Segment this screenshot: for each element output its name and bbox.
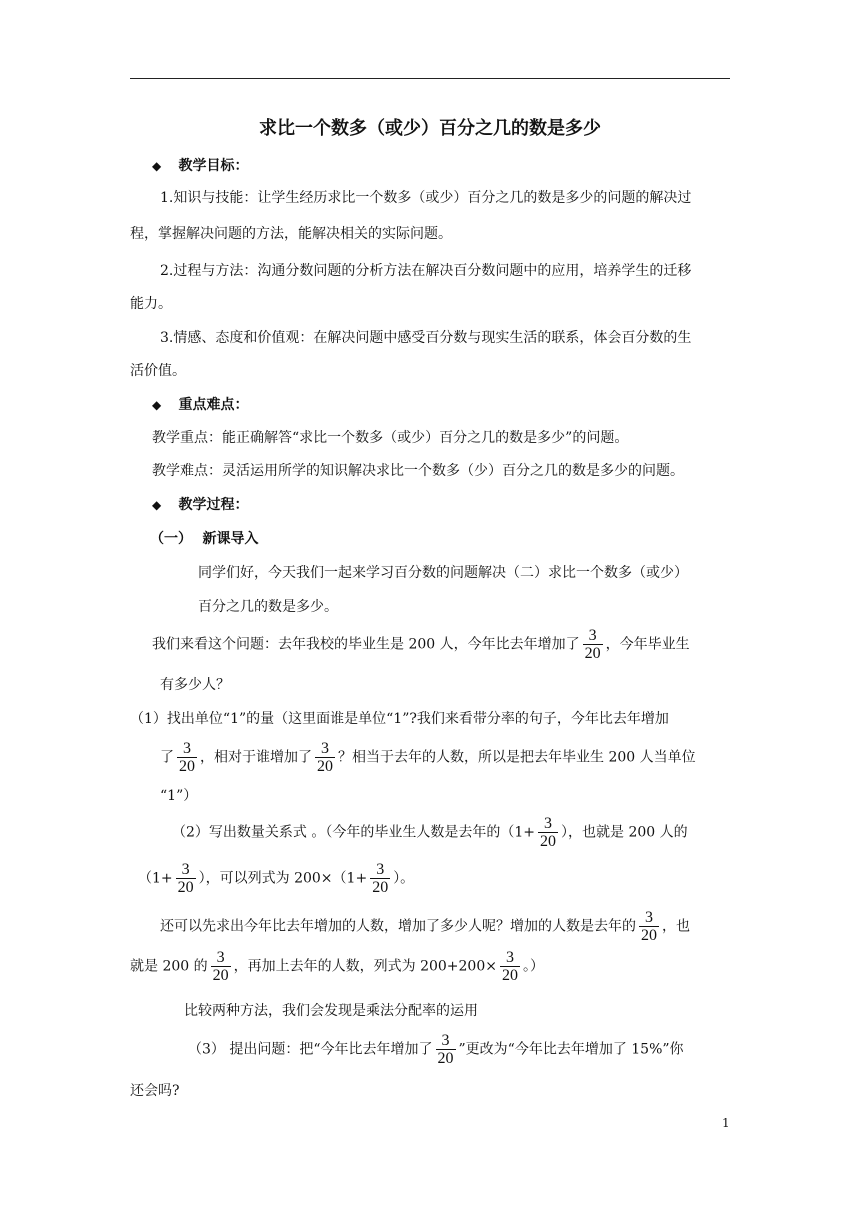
difficulty-line: 教学难点：灵活运用所学的知识解决求比一个数多（少）百分之几的数是多少的问题。 xyxy=(152,463,684,479)
section-heading-process: ◆ 教学过程： xyxy=(152,497,249,513)
step-3-line-2: 还会吗? xyxy=(130,1083,180,1099)
header-rule xyxy=(130,78,730,79)
step-1-line-1: （1）找出单位“1”的量（这里面谁是单位“1”?我们来看带分率的句子，今年比去年增加 xyxy=(130,711,669,727)
page-number: 1 xyxy=(722,1116,730,1130)
step-1-line-3: “1”） xyxy=(160,788,198,804)
goal-3-line-2: 活价值。 xyxy=(130,363,186,379)
goal-1-line-2: 程，掌握解决问题的方法，能解决相关的实际问题。 xyxy=(130,226,452,242)
alternative-line-1: 还可以先求出今年比去年增加的人数，增加了多少人呢？增加的人数是去年的 $\frac{3}{20}$ ，也 xyxy=(160,909,690,944)
fraction: $\frac{3}{20}$ xyxy=(317,740,333,775)
comparison-line: 比较两种方法，我们会发现是乘法分配率的运用 xyxy=(184,1003,478,1019)
intro-line-2: 百分之几的数是多少。 xyxy=(198,599,338,615)
fraction: $\frac{3}{20}$ xyxy=(177,861,194,896)
goal-2-line-2: 能力。 xyxy=(130,296,172,312)
section-heading-goals: ◆ 教学目标： xyxy=(152,158,249,174)
step-2-line-1: （2）写出数量关系式 。（今年的毕业生人数是去年的（1+ $\frac{3}{20}$ ），也就是 200 人的 xyxy=(172,815,688,850)
step-1-line-2: 了 $\frac{3}{20}$ ，相对于谁增加了 $\frac{3}{20}$ ？相当于去年的人数，所以是把去年毕业生 200 人当单位 xyxy=(160,740,696,775)
diamond-bullet-icon: ◆ xyxy=(152,498,162,512)
diamond-bullet-icon: ◆ xyxy=(152,398,162,412)
step-2-line-2: （1+ $\frac{3}{20}$ ），可以列式为 200×（1+ $\frac{3}{20}$ ）。 xyxy=(138,861,415,896)
goal-3-line-1: 3.情感、态度和价值观：在解决问题中感受百分数与现实生活的联系，体会百分数的生 xyxy=(160,330,692,346)
subsection-title: 新课导入 xyxy=(202,531,259,547)
question-line-1: 我们来看这个问题：去年我校的毕业生是 200 人，今年比去年增加了 $\frac{3}{20}$ ，今年毕业生 xyxy=(152,627,690,662)
page-title: 求比一个数多（或少）百分之几的数是多少 xyxy=(259,118,601,139)
alternative-line-2: 就是 200 的 $\frac{3}{20}$ ，再加上去年的人数，列式为 200+200× $\frac{3}{20}$ 。） xyxy=(130,949,544,984)
fraction: $\frac{3}{20}$ xyxy=(641,909,657,944)
question-line-2: 有多少人？ xyxy=(160,677,230,693)
fraction: $\frac{3}{20}$ xyxy=(501,949,518,984)
intro-line-1: 同学们好，今天我们一起来学习百分数的问题解决（二）求比一个数多（或少） xyxy=(198,565,688,581)
goal-2-line-1: 2.过程与方法：沟通分数问题的分析方法在解决百分数问题中的应用，培养学生的迁移 xyxy=(160,263,692,279)
fraction: $\frac{3}{20}$ xyxy=(179,740,195,775)
key-point-line: 教学重点：能正确解答“求比一个数多（或少）百分之几的数是多少”的问题。 xyxy=(152,430,629,446)
section-heading-key-points: ◆ 重点难点： xyxy=(152,397,249,413)
diamond-bullet-icon: ◆ xyxy=(152,159,162,173)
fraction: $\frac{3}{20}$ xyxy=(584,627,601,662)
subsection-heading xyxy=(150,529,258,549)
fraction: $\frac{3}{20}$ xyxy=(437,1032,454,1067)
fraction: $\frac{3}{20}$ xyxy=(372,861,389,896)
subsection-number: （一） xyxy=(150,531,192,547)
step-3-line-1: （3） 提出问题：把“今年比去年增加了 $\frac{3}{20}$ ”更改为“今年比去年增加了 15%”你 xyxy=(188,1032,684,1067)
fraction: $\frac{3}{20}$ xyxy=(540,815,556,850)
fraction: $\frac{3}{20}$ xyxy=(212,949,229,984)
goal-1-line-1: 1.知识与技能：让学生经历求比一个数多（或少）百分之几的数是多少的问题的解决过 xyxy=(160,190,692,206)
